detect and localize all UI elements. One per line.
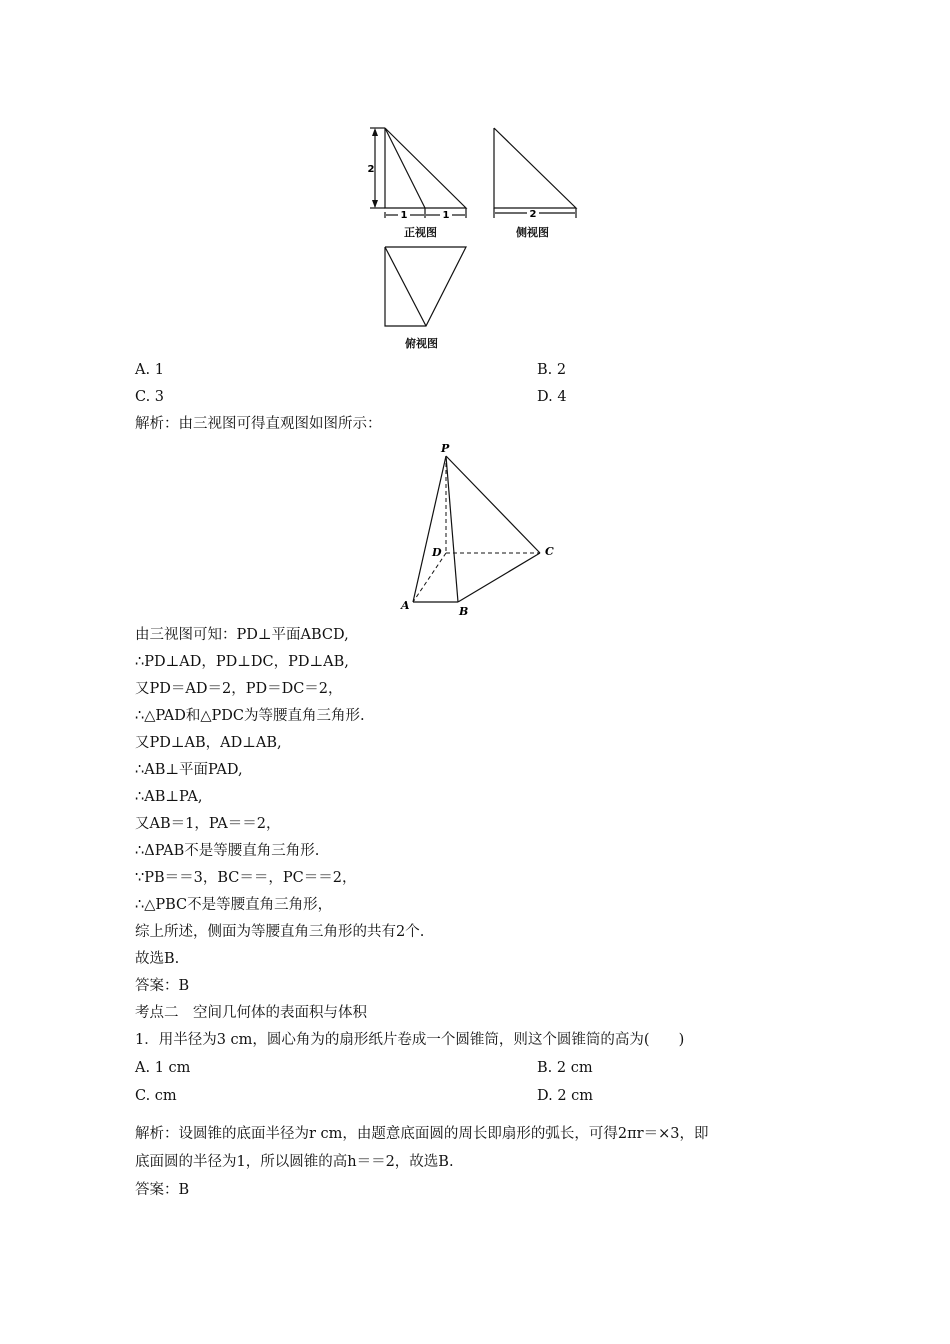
- point-c-label: C: [545, 545, 554, 558]
- option-a: A. 1: [135, 362, 164, 378]
- three-views-figure: [0, 0, 950, 360]
- point-a-label: A: [401, 599, 410, 612]
- analysis-line: ∴ΔPAB不是等腰直角三角形.: [135, 843, 320, 859]
- question-1: 1．用半径为3 cm，圆心角为的扇形纸片卷成一个圆锥筒，则这个圆锥筒的高为( ): [135, 1032, 685, 1048]
- front-view-caption: 正视图: [404, 226, 437, 239]
- side-view-caption: 侧视图: [516, 226, 549, 239]
- front-seg1-label: 1: [400, 210, 408, 221]
- analysis-line: ∴PD⊥AD，PD⊥DC，PD⊥AB,: [135, 654, 349, 670]
- analysis-line: ∴△PBC不是等腰直角三角形，: [135, 897, 333, 913]
- point-p-label: P: [441, 442, 450, 455]
- analysis-line: 又PD＝AD＝2，PD＝DC＝2，: [135, 681, 343, 697]
- q1-analysis-line: 底面圆的半径为1，所以圆锥的高h＝＝2，故选B.: [135, 1154, 454, 1170]
- side-width-label: 2: [529, 209, 537, 220]
- analysis-line: ∴AB⊥平面PAD,: [135, 762, 243, 778]
- analysis-line: 综上所述，侧面为等腰直角三角形的共有2个.: [135, 924, 425, 940]
- q1-option-d: D. 2 cm: [537, 1088, 594, 1104]
- q1-option-a: A. 1 cm: [135, 1060, 191, 1076]
- analysis-line: 又AB＝1，PA＝＝2，: [135, 816, 281, 832]
- q1-option-b: B. 2 cm: [537, 1060, 593, 1076]
- analysis-line: ∴△PAD和△PDC为等腰直角三角形.: [135, 708, 365, 724]
- analysis-intro: 解析：由三视图可得直观图如图所示：: [135, 416, 382, 432]
- answer-line: 答案：B: [135, 978, 190, 994]
- front-seg2-label: 1: [442, 210, 450, 221]
- q1-answer: 答案：B: [135, 1182, 190, 1198]
- height-label: 2: [367, 164, 375, 175]
- analysis-line: 由三视图可知：PD⊥平面ABCD,: [135, 627, 349, 643]
- option-d: D. 4: [537, 389, 567, 405]
- top-view-caption: 俯视图: [405, 337, 438, 350]
- analysis-line: ∵PB＝＝3，BC＝＝，PC＝＝2，: [135, 870, 357, 886]
- analysis-line: 故选B.: [135, 951, 180, 967]
- section-heading: 考点二 空间几何体的表面积与体积: [135, 1005, 367, 1021]
- q1-analysis-line: 解析：设圆锥的底面半径为r cm，由题意底面圆的周长即扇形的弧长，可得2πr＝×3，即: [135, 1126, 709, 1142]
- analysis-line: ∴AB⊥PA,: [135, 789, 203, 805]
- q1-option-c: C. cm: [135, 1088, 177, 1104]
- analysis-line: 又PD⊥AB，AD⊥AB,: [135, 735, 282, 751]
- point-b-label: B: [459, 605, 469, 618]
- point-d-label: D: [432, 546, 442, 559]
- option-c: C. 3: [135, 389, 165, 405]
- option-b: B. 2: [537, 362, 567, 378]
